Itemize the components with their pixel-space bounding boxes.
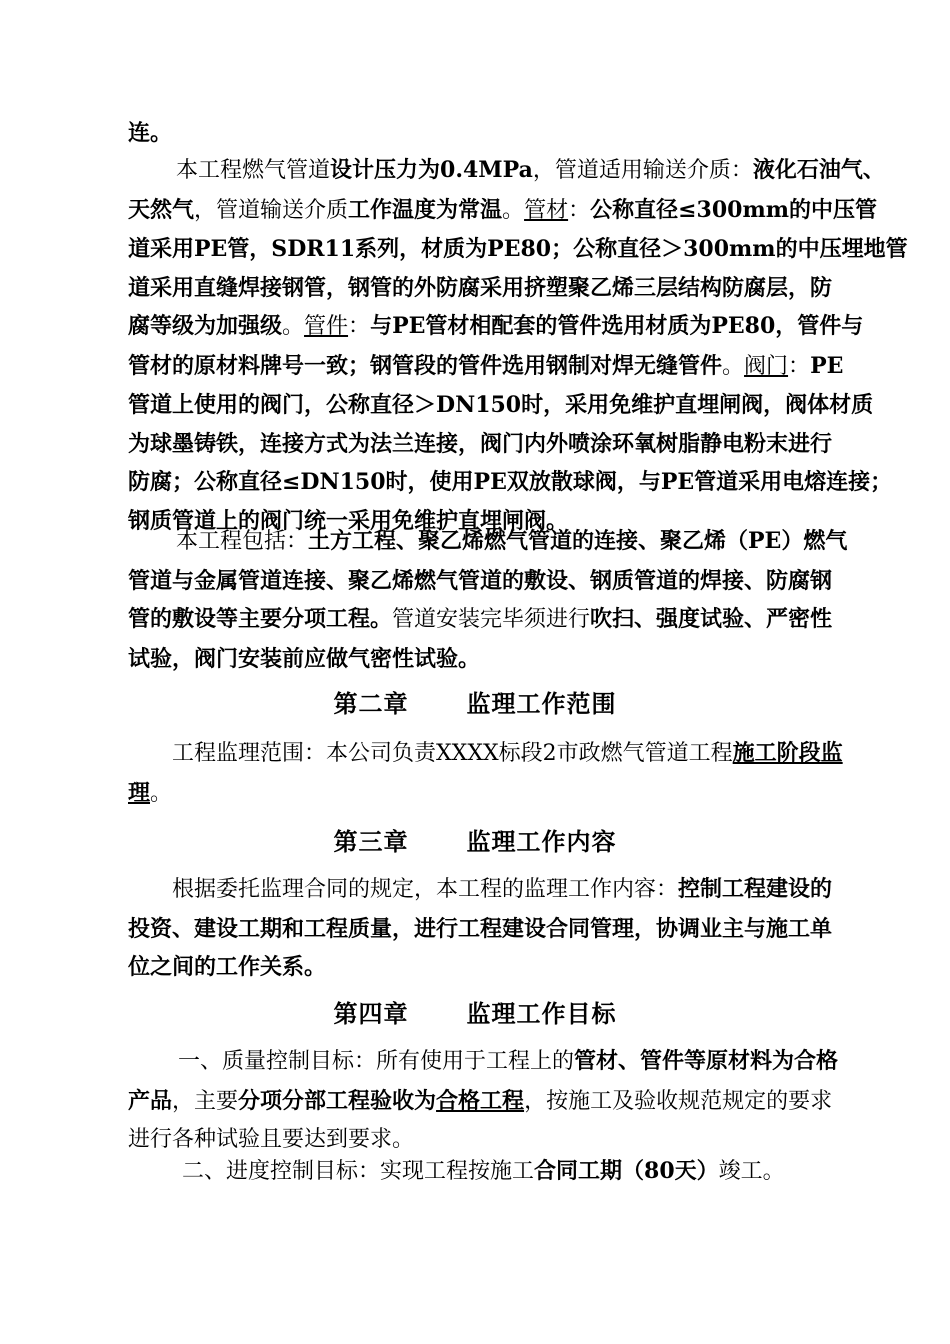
label-valves: 阀门 <box>744 353 789 379</box>
text-line: 道采用直缝焊接钢管，钢管的外防腐采用挤塑聚乙烯三层结构防腐层，防 <box>128 274 833 301</box>
text-line: 试验，阀门安装前应做气密性试验。 <box>128 645 481 672</box>
text-line: 管道上使用的阀门，公称直径＞DN150时，采用免维护直埋闸阀，阀体材质 <box>128 392 874 418</box>
text-line: 位之间的工作关系。 <box>128 954 327 980</box>
text-line: 理。 <box>128 779 173 806</box>
text-line: 天然气，管道输送介质工作温度为常温。管材：公称直径≤300mm的中压管 <box>128 196 878 223</box>
text-line: 工程监理范围：本公司负责XXXX标段2市政燃气管道工程施工阶段监 <box>172 740 843 766</box>
text-line: 连。 <box>128 120 173 146</box>
text-line: 产品，主要分项分部工程验收为合格工程，按施工及验收规范规定的要求 <box>128 1087 833 1114</box>
text-line: 管的敷设等主要分项工程。管道安装完毕须进行吹扫、强度试验、严密性 <box>128 606 833 632</box>
paragraph-project-overview <box>128 151 908 540</box>
text-line: 为球墨铸铁，连接方式为法兰连接，阀门内外喷涂环氧树脂静电粉末进行 <box>128 430 833 457</box>
text-line: 二、进度控制目标：实现工程按施工合同工期（80天）竣工。 <box>182 1158 785 1184</box>
paragraph-project-scope <box>128 522 864 678</box>
chapter-3-heading: 第三章 监理工作内容 <box>333 827 617 856</box>
text-line: 本工程燃气管道设计压力为0.4MPa，管道适用输送介质：液化石油气、 <box>176 157 885 183</box>
text-line: 根据委托监理合同的规定，本工程的监理工作内容：控制工程建设的 <box>172 876 833 902</box>
text-line: 道采用PE管，SDR11系列，材质为PE80；公称直径＞300mm的中压埋地管 <box>128 236 908 262</box>
paragraph-schedule-target <box>128 1152 864 1192</box>
text-line: 钢质管道上的阀门统一采用免维护直埋闸阀。 <box>128 507 569 534</box>
paragraph-quality-target <box>128 1042 864 1160</box>
chapter-4-heading: 第四章 监理工作目标 <box>333 999 617 1028</box>
paragraph-supervision-content <box>128 870 864 987</box>
text-line: 进行各种试验且要达到要求。 <box>128 1127 415 1152</box>
text-line: 腐等级为加强级。管件：与PE管材相配套的管件选用材质为PE80，管件与 <box>128 313 864 339</box>
label-pipe-material: 管材 <box>524 197 569 223</box>
label-fittings: 管件 <box>304 314 349 339</box>
text-line: 一、质量控制目标：所有使用于工程上的管材、管件等原材料为合格 <box>178 1048 839 1074</box>
text-line: 管材的原材料牌号一致；钢管段的管件选用钢制对焊无缝管件。阀门：PE <box>128 352 844 379</box>
text-line: 管道与金属管道连接、聚乙烯燃气管道的敷设、钢质管道的焊接、防腐钢 <box>128 567 833 594</box>
text-line: 本工程包括：土方工程、聚乙烯燃气管道的连接、聚乙烯（PE）燃气 <box>176 528 848 554</box>
chapter-2-heading: 第二章 监理工作范围 <box>333 689 617 718</box>
text-line: 投资、建设工期和工程质量，进行工程建设合同管理，协调业主与施工单 <box>128 915 833 942</box>
paragraph-supervision-scope <box>128 734 864 813</box>
paragraph-continuation <box>128 114 864 153</box>
text-line: 防腐；公称直径≤DN150时，使用PE双放散球阀，与PE管道采用电熔连接； <box>128 469 893 495</box>
